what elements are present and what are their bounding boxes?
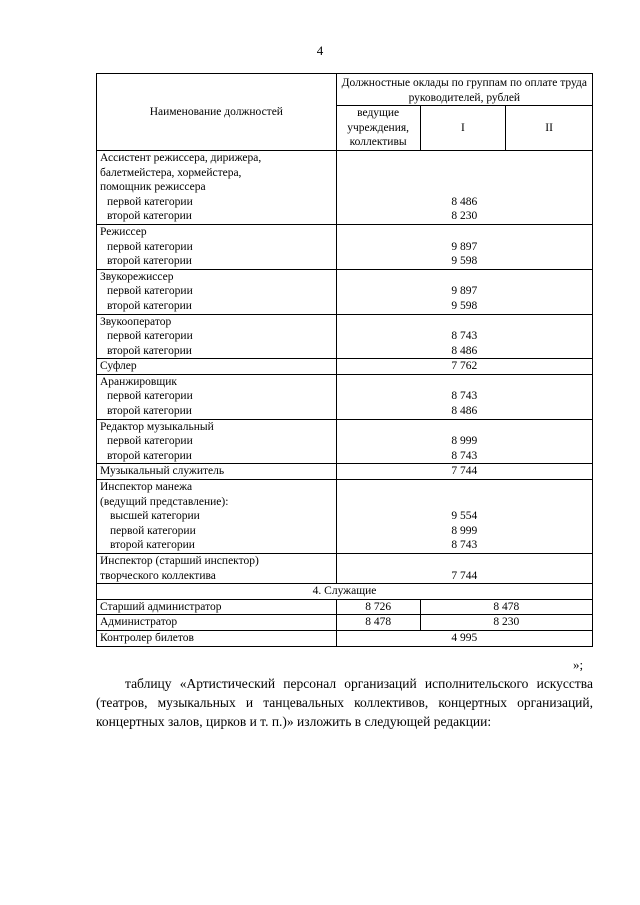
table-row: [97, 630, 593, 646]
table-row: [97, 554, 593, 584]
salary-value: [340, 151, 589, 166]
lead-institutions-header: ведущие учреждения, коллективы: [336, 106, 420, 151]
salary-value: 8 230: [451, 210, 478, 223]
position-name: Старший администратор: [97, 599, 337, 615]
salary-value: 8 743: [451, 390, 478, 403]
salary-value: 8 486: [451, 405, 478, 418]
salary-value: 7 762: [451, 360, 478, 373]
group-1-header: I: [420, 106, 506, 151]
position-line: высшей категории: [110, 510, 200, 523]
salary-values: [336, 269, 592, 314]
position-line: (ведущий представление):: [100, 495, 229, 508]
position-line: второй категории: [107, 255, 192, 268]
salary-value: 9 897: [451, 285, 478, 298]
position-line: второй категории: [107, 405, 192, 418]
salary-values: [336, 150, 592, 224]
salary-value: 8 999: [451, 524, 478, 537]
section-title: 4. Служащие: [97, 584, 593, 600]
position-line: помощник режиссера: [100, 181, 206, 194]
salary-value: [340, 315, 589, 330]
salary-values: [336, 480, 592, 554]
position-line: балетмейстера, хормейстера,: [100, 166, 242, 179]
position-name: Контролер билетов: [97, 630, 337, 646]
salary-lead: 8 726: [336, 599, 420, 615]
position-line: Инспектор (старший инспектор): [100, 555, 259, 567]
position-name: [97, 464, 337, 480]
table-row: [97, 599, 593, 615]
salary-values: [336, 314, 592, 359]
position-name: [97, 554, 337, 584]
salary-value: 9 554: [451, 510, 478, 523]
position-line: Звукорежиссер: [100, 270, 174, 283]
position-name: [97, 419, 337, 464]
salary-value: 8 743: [451, 539, 478, 552]
salary-value: [340, 270, 589, 285]
table-row: [97, 615, 593, 631]
salary-value: 8 999: [451, 435, 478, 448]
table-row: [97, 314, 593, 359]
position-line: второй категории: [107, 299, 192, 312]
salary-values: [336, 374, 592, 419]
position-name: [97, 269, 337, 314]
salary-value: 8 486: [451, 195, 478, 208]
salary-lead: 8 478: [336, 615, 420, 631]
position-line: Аранжировщик: [100, 375, 177, 388]
position-line: Суфлер: [100, 360, 137, 373]
position-line: второй категории: [107, 344, 192, 357]
table-row: [97, 359, 593, 375]
salary-value: 8 486: [451, 344, 478, 357]
table-row: [97, 374, 593, 419]
salary-values: [336, 359, 592, 375]
table-row: [97, 224, 593, 269]
salary-value: [340, 180, 589, 195]
table-row: [97, 480, 593, 554]
salary-groups: 8 230: [420, 615, 592, 631]
position-line: Ассистент режиссера, дирижера,: [100, 151, 262, 164]
salary-all: 4 995: [336, 630, 592, 646]
salary-value: [340, 495, 589, 510]
position-name: [97, 374, 337, 419]
salary-value: 7 744: [451, 569, 478, 582]
group-2-header: II: [506, 106, 593, 151]
salary-group-header: Должностные оклады по группам по оплате труда руководителей, рублей: [336, 74, 592, 106]
position-line: Редактор музыкальный: [100, 420, 214, 433]
table-row: [97, 269, 593, 314]
position-line: первой категории: [107, 435, 193, 448]
position-line: первой категории: [110, 524, 196, 537]
position-line: творческого коллектива: [100, 569, 216, 582]
position-line: второй категории: [110, 539, 195, 552]
position-line: Музыкальный служитель: [100, 465, 225, 478]
salary-value: [340, 225, 589, 240]
position-line: первой категории: [107, 240, 193, 253]
position-line: второй категории: [107, 449, 192, 462]
salary-value: [340, 375, 589, 390]
salary-value: [340, 166, 589, 181]
position-line: Режиссер: [100, 225, 147, 238]
position-line: Звукооператор: [100, 315, 172, 328]
salary-table: [96, 73, 593, 647]
position-line: первой категории: [107, 195, 193, 208]
position-line: первой категории: [107, 390, 193, 403]
salary-value: [340, 420, 589, 435]
salary-value: 8 743: [451, 330, 478, 343]
salary-values: [336, 419, 592, 464]
position-line: первой категории: [107, 330, 193, 343]
closing-quote: »;: [573, 657, 584, 672]
table-row: [97, 150, 593, 224]
position-name: [97, 314, 337, 359]
position-name: [97, 224, 337, 269]
positions-body: [97, 150, 593, 583]
salary-groups: 8 478: [420, 599, 592, 615]
position-line: Инспектор манежа: [100, 481, 193, 494]
page-number: 4: [316, 43, 324, 58]
body-paragraph: таблицу «Артистический персонал организаций исполнительского искусства (театров, музыкальных и танцевальных коллективов, концертных организаций, концертных залов, цирков и т. п.)» изложить в следующей редакции:: [96, 676, 593, 729]
salary-value: [340, 480, 589, 495]
salary-values: [336, 554, 592, 584]
table-row: [97, 464, 593, 480]
position-line: второй категории: [107, 210, 192, 223]
salary-value: 8 743: [451, 449, 478, 462]
position-line: первой категории: [107, 285, 193, 298]
position-name: [97, 359, 337, 375]
salary-values: [336, 464, 592, 480]
salary-values: [336, 224, 592, 269]
salary-value: 9 897: [451, 240, 478, 253]
salary-value: [340, 554, 589, 569]
salary-value: 9 598: [451, 255, 478, 268]
table-row: [97, 419, 593, 464]
position-name: Администратор: [97, 615, 337, 631]
position-column-header: Наименование должностей: [97, 74, 337, 151]
salary-value: 7 744: [451, 465, 478, 478]
position-name: [97, 150, 337, 224]
salary-value: 9 598: [451, 299, 478, 312]
position-name: [97, 480, 337, 554]
